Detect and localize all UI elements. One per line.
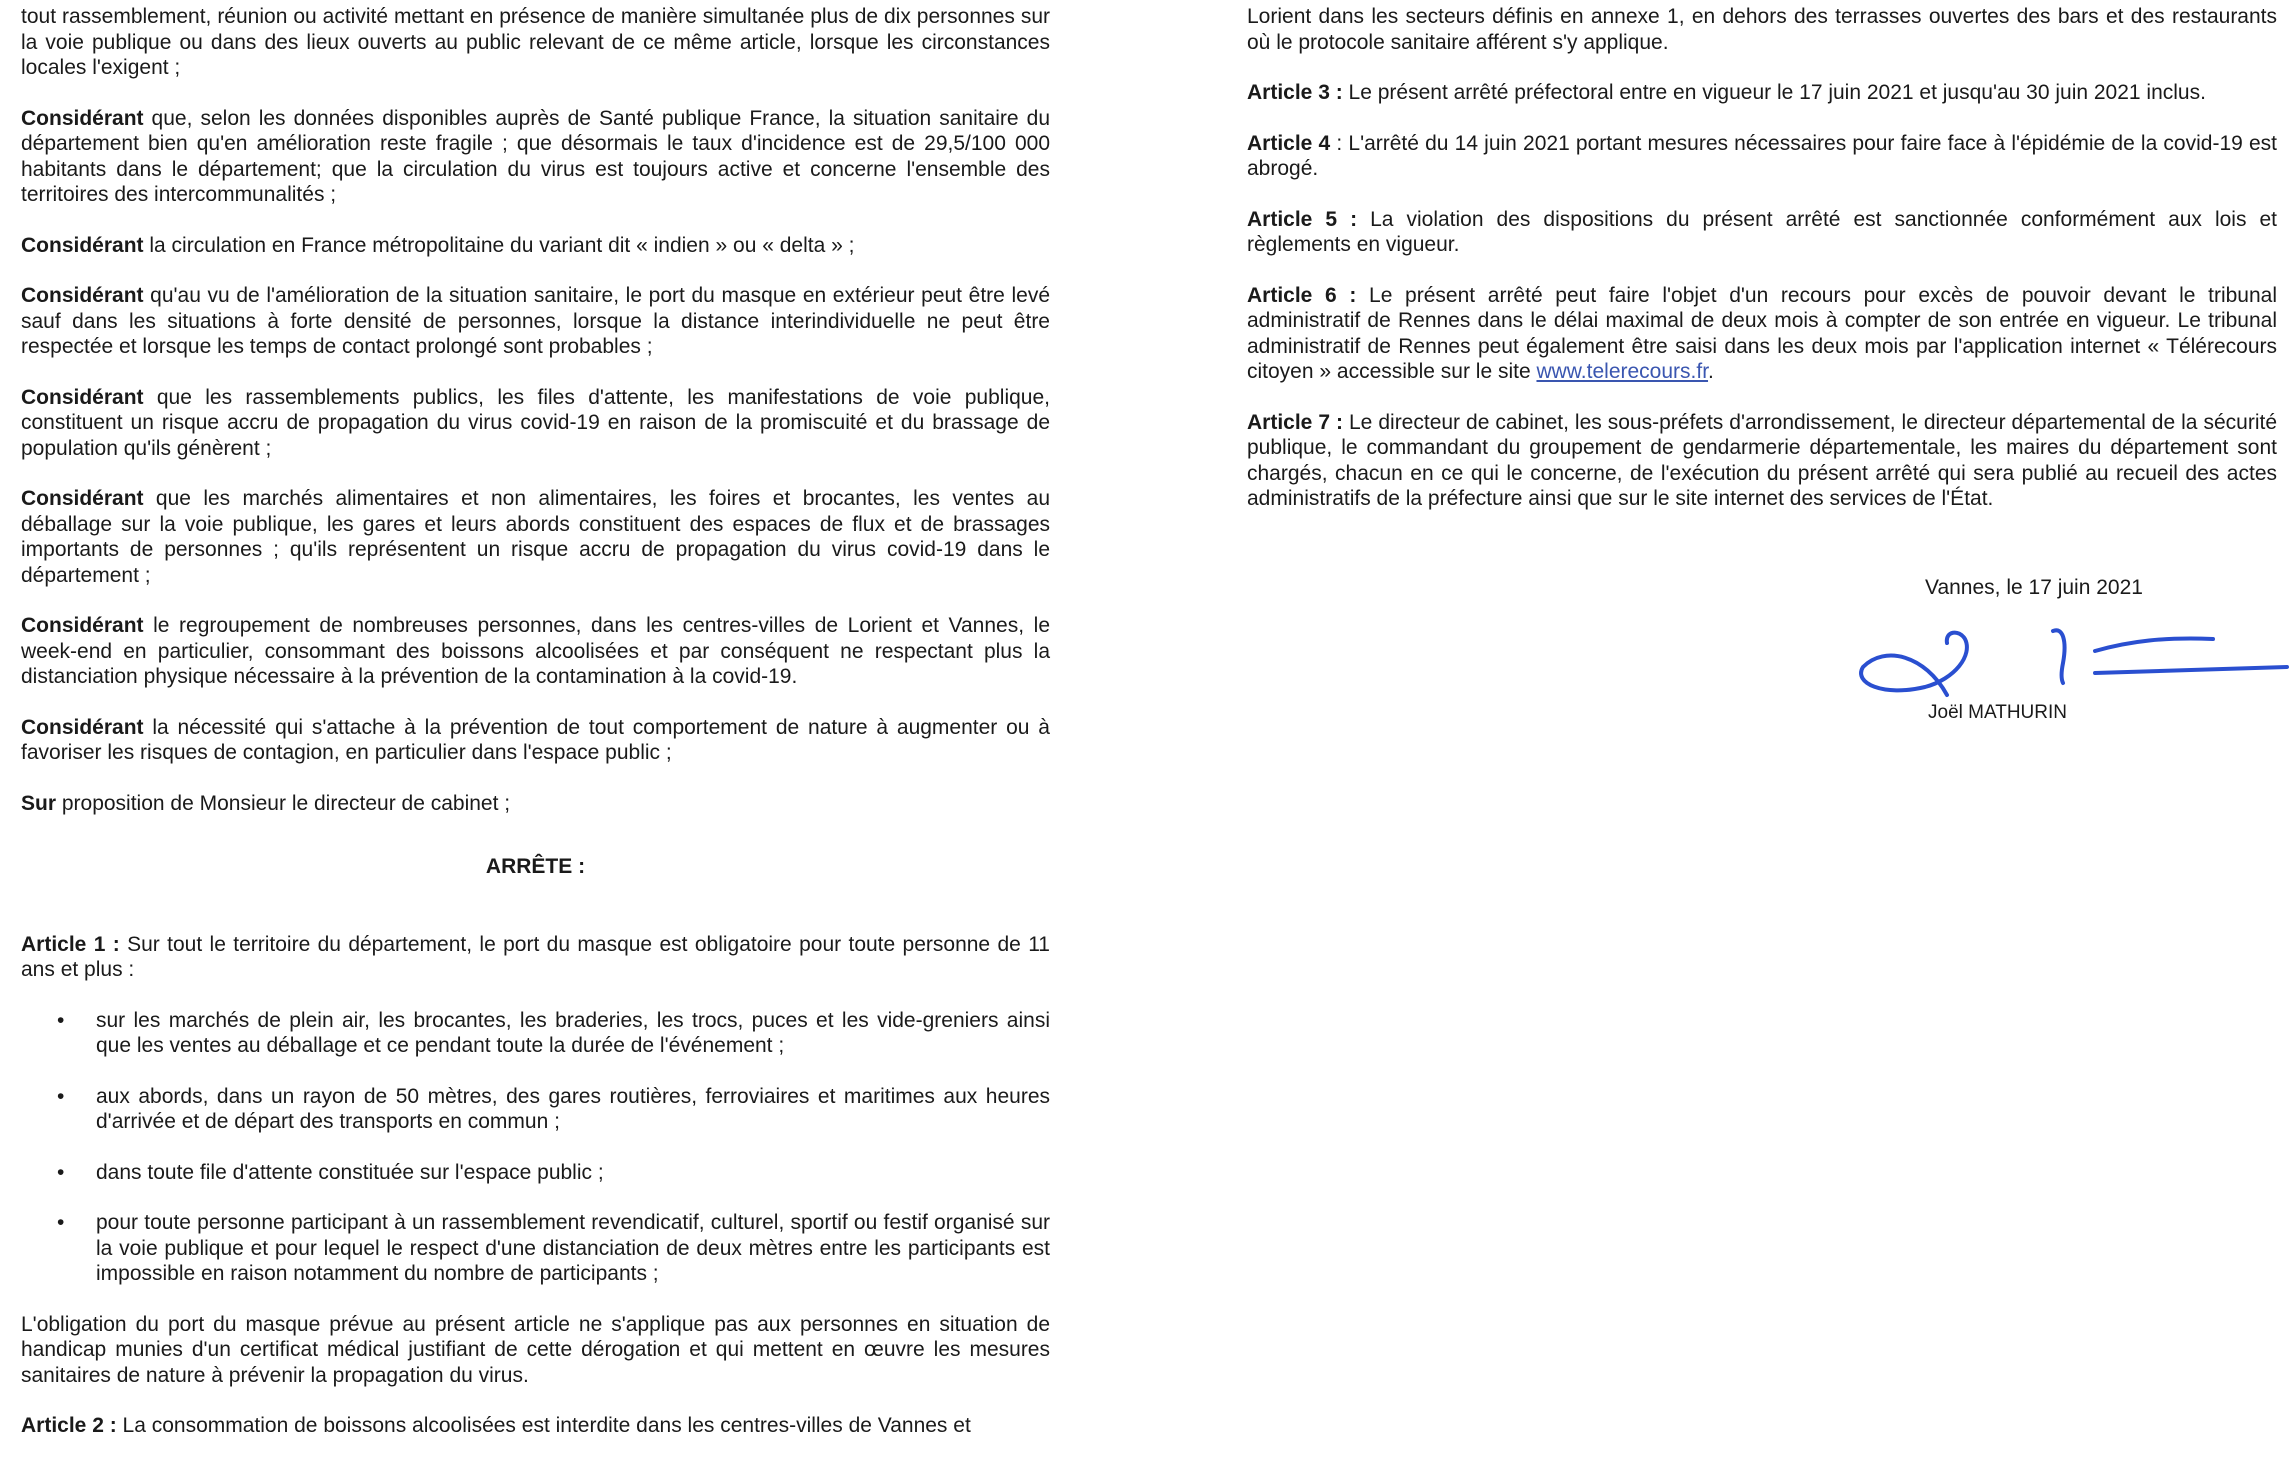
considerant-text: qu'au vu de l'amélioration de la situation sanitaire, le port du masque en extérieur peut être levé sauf dans les situations à forte densité de personnes, lorsque la distance interindividuelle ne peut être respectée et lorsque les temps de contact prolongé sont probables ; [21,284,1050,358]
considerant-label: Considérant [21,715,144,739]
considerant-label: Considérant [21,284,144,307]
bullet-icon: • [57,1008,65,1032]
signature-stroke [2053,630,2065,683]
considerant-text: que, selon les données disponibles auprès de Santé publique France, la situation sanitaire du département bien qu'en amélioration reste fragile ; que désormais le taux d'incidence est de 29,5/100 000 habitants dans le département; que la circulation du virus est toujours active et concerne l'ensemble des territoires des intercommunalités ; [21,106,1050,206]
article-text: : L'arrêté du 14 juin 2021 portant mesures nécessaires pour faire face à l'épidémie de la covid-19 est abrogé. [1247,131,2277,180]
list-item-text: aux abords, dans un rayon de 50 mètres, des gares routières, ferroviaires et maritimes aux heures d'arrivée et de départ des transports en commun ; [96,1084,1050,1133]
considerant-label: Considérant [21,233,144,257]
article-1-list [21,1008,1050,1287]
considerant-text: la nécessité qui s'attache à la prévention de tout comportement de nature à augmenter ou à favoriser les risques de contagion, en particulier dans l'espace public ; [21,715,1050,764]
handwritten-signature [1855,615,2294,710]
article-text: La violation des dispositions du présent arrêté est sanctionnée conformément aux lois et règlements en vigueur. [1247,207,2277,256]
considerant-paragraph [21,613,1050,690]
article-2-continued: Lorient dans les secteurs définis en annexe 1, en dehors des terrasses ouvertes des bars et des restaurants où le protocole sanitaire afférent s'y applique. [1247,5,2277,54]
sur-text: proposition de Monsieur le directeur de cabinet ; [56,791,511,815]
considerant-label: Considérant [21,385,144,409]
considerant-label: Considérant [21,614,144,637]
article-text: Sur tout le territoire du département, le port du masque est obligatoire pour toute personne de 11 ans et plus : [21,932,1050,981]
article-3 [1247,80,2277,106]
sur-label: Sur [21,791,57,815]
exception-paragraph: L'obligation du port du masque prévue au présent article ne s'applique pas aux personnes en situation de handicap munies d'un certificat médical justifiant de cette dérogation et qui mettent en œuvre les mesures sanitaires de nature à prévenir la propagation du virus. [21,1312,1050,1387]
bullet-icon: • [57,1211,65,1234]
list-item-text: pour toute personne participant à un rassemblement revendicatif, culturel, sportif ou festif organisé sur la voie publique et pour lequel le respect d'une distanciation de deux mètres entre les participants est impossible en raison notamment du nombre de participants ; [96,1211,1050,1285]
article-text: Le présent arrêté préfectoral entre en vigueur le 17 juin 2021 et jusqu'au 30 juin 2021 inclus. [1342,81,2206,104]
article-1 [21,932,1050,983]
considerant-paragraph [21,283,1050,360]
article-6 [1247,283,2277,385]
list-item-text: sur les marchés de plein air, les brocantes, les braderies, les trocs, puces et les vide-greniers ainsi que les ventes au déballage et ce pendant toute la durée de l'événement ; [96,1008,1050,1057]
article-label: Article 1 : [21,932,120,956]
considerant-label: Considérant [21,487,144,510]
article-label: Article 2 : [21,1414,117,1437]
right-column [1247,4,2277,537]
considerant-text: que les rassemblements publics, les files d'attente, les manifestations de voie publique, constituent un risque accru de propagation du virus covid-19 en raison de la promiscuité et du brassage de population qu'ils génèrent ; [21,385,1050,460]
list-item [21,1084,1050,1135]
left-column [21,4,1050,1464]
considerant-paragraph [21,233,1050,259]
article-2 [21,1413,1050,1439]
considerant-label: Considérant [21,106,144,130]
sur-proposition-paragraph [21,791,1050,817]
article-text-end: . [1708,360,1714,383]
considerant-paragraph [21,106,1050,208]
article-label: Article 3 : [1247,81,1343,104]
article-text: Le présent arrêté peut faire l'objet d'un recours pour excès de pouvoir devant le tribunal administratif de Rennes dans le délai maximal de deux mois à compter de son entrée en vigueur. Le tribunal administratif de Rennes peut également être saisi dans les deux mois par l'application internet « Télérecours citoyen » accessible sur le site [1247,283,2278,383]
intro-paragraph: tout rassemblement, réunion ou activité mettant en présence de manière simultanée plus de dix personnes sur la voie publique ou dans des lieux ouverts au public relevant de ce même article, lorsque les circonstances locales l'exigent ; [21,5,1050,79]
article-label: Article 7 : [1247,410,1344,434]
signature-stroke [2095,639,2213,652]
article-text: Le directeur de cabinet, les sous-préfets d'arrondissement, le directeur départemental de la sécurité publique, le commandant du groupement de gendarmerie départementale, les maires du département sont chargés, chacun en ce qui le concerne, de l'exécution du présent arrêté qui sera publié au recueil des actes administratifs de la préfecture ainsi que sur le site internet des services de l'État. [1247,410,2278,510]
signature-stroke [2095,667,2287,673]
list-item-text: dans toute file d'attente constituée sur l'espace public ; [96,1160,604,1184]
considerant-paragraph [21,385,1050,462]
article-label: Article 4 [1247,131,1331,155]
considerant-paragraph [21,715,1050,766]
telerecours-link[interactable]: www.telerecours.fr [1536,360,1709,383]
considerant-text: le regroupement de nombreuses personnes, dans les centres-villes de Lorient et Vannes, le week-end en particulier, consommant des boissons alcoolisées et par conséquent ne respectant plus la distanciation physique nécessaire à la prévention de la contamination à la covid-19. [21,614,1050,688]
bullet-icon: • [57,1084,65,1108]
signature-stroke [1861,633,1967,695]
list-item [21,1160,1050,1186]
article-7 [1247,410,2277,512]
article-text: La consommation de boissons alcoolisées est interdite dans les centres-villes de Vannes et [116,1414,971,1437]
arrete-title: ARRÊTE : [485,855,586,878]
article-5 [1247,207,2277,258]
considerant-paragraph [21,486,1050,588]
article-label: Article 6 : [1247,283,1357,307]
list-item [21,1210,1050,1287]
list-item [21,1008,1050,1059]
bullet-icon: • [57,1160,65,1184]
considerant-text: que les marchés alimentaires et non alimentaires, les foires et brocantes, les ventes au déballage sur la voie publique, les gares et leurs abords constituent des espaces de flux et de brassages importants de personnes ; qu'ils représentent un risque accru de propagation du virus covid-19 dans le département ; [21,487,1050,587]
article-4 [1247,131,2277,182]
date-line: Vannes, le 17 juin 2021 [1925,576,2143,599]
article-label: Article 5 : [1247,207,1358,231]
signer-name: Joël MATHURIN [1928,702,2067,723]
considerant-text: la circulation en France métropolitaine du variant dit « indien » ou « delta » ; [143,233,855,257]
